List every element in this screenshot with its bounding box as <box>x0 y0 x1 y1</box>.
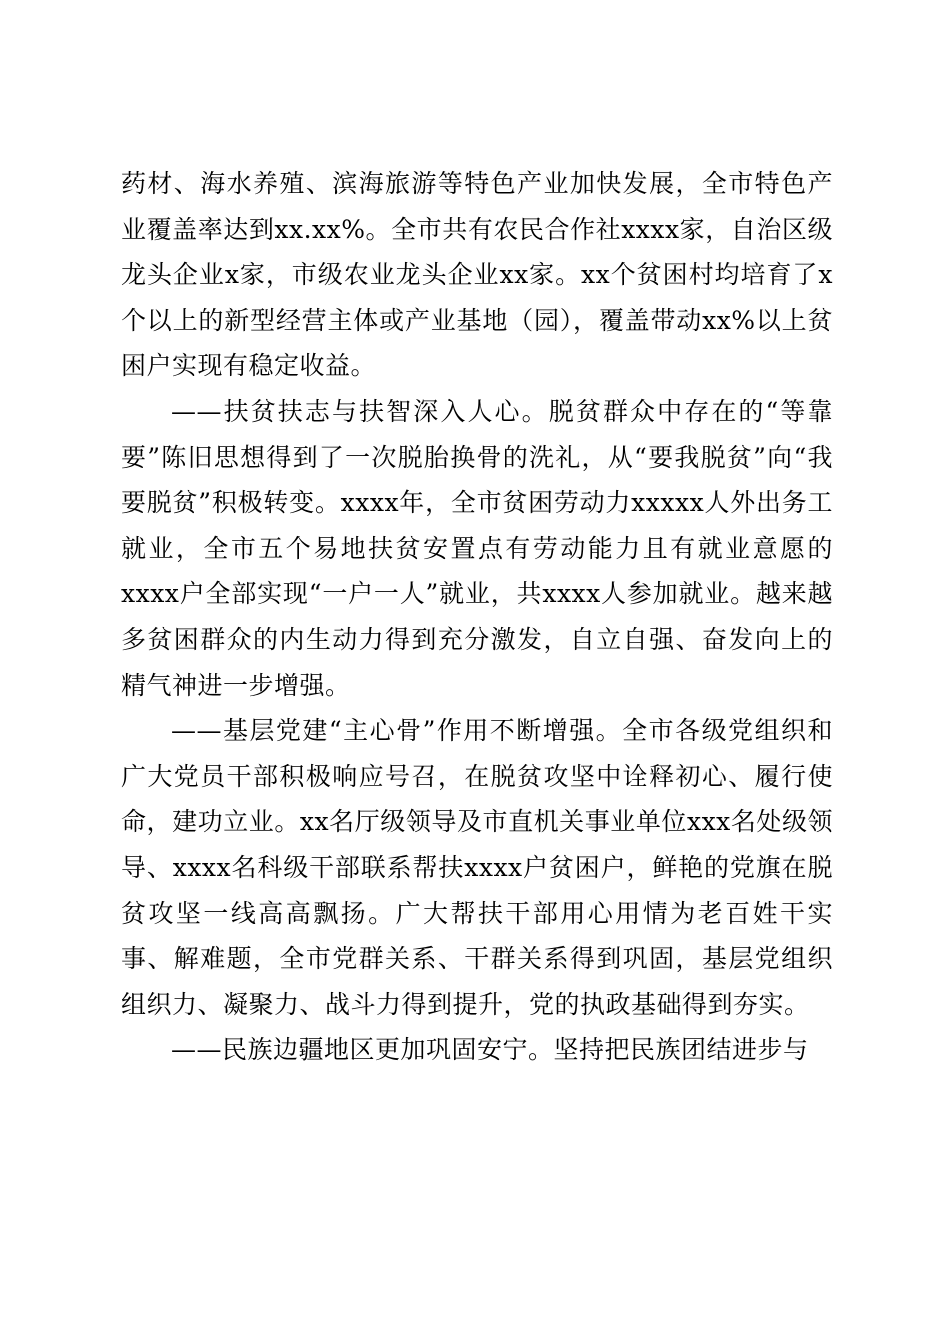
paragraph-party-building: ——基层党建“主心骨”作用不断增强。全市各级党组织和广大党员干部积极响应号召，在脱贫攻坚中诠释初心、履行使命，建功立业。xx名厅级领导及市直机关事业单位xxx名处级领导、xxxx名科级干部联系帮扶xxxx户贫困户，鲜艳的党旗在脱贫攻坚一线高高飘扬。广大帮扶干部用心用情为老百姓干实事、解难题，全市党群关系、干群关系得到巩固，基层党组织组织力、凝聚力、战斗力得到提升，党的执政基础得到夯实。 <box>121 716 833 1019</box>
paragraph-poverty-aspiration: ——扶贫扶志与扶智深入人心。脱贫群众中存在的“等靠要”陈旧思想得到了一次脱胎换骨的洗礼，从“要我脱贫”向“我要脱贫”积极转变。xxxx年，全市贫困劳动力xxxxx人外出务工就业，全市五个易地扶贫安置点有劳动能力且有就业意愿的xxxx户全部实现“一户一人”就业，共xxxx人参加就业。越来越多贫困群众的内生动力得到充分激发，自立自强、奋发向上的精气神进一步增强。 <box>121 396 833 700</box>
paragraph-continuation: 药材、海水养殖、滨海旅游等特色产业加快发展，全市特色产业覆盖率达到xx.xx%。全市共有农民合作社xxxx家，自治区级龙头企业x家，市级农业龙头企业xx家。xx个贫困村均培育了x个以上的新型经营主体或产业基地（园），覆盖带动xx%以上贫困户实现有稳定收益。 <box>121 169 833 381</box>
paragraph-border-stability: ——民族边疆地区更加巩固安宁。坚持把民族团结进步与 <box>171 1035 809 1065</box>
body-text <box>121 161 833 1073</box>
